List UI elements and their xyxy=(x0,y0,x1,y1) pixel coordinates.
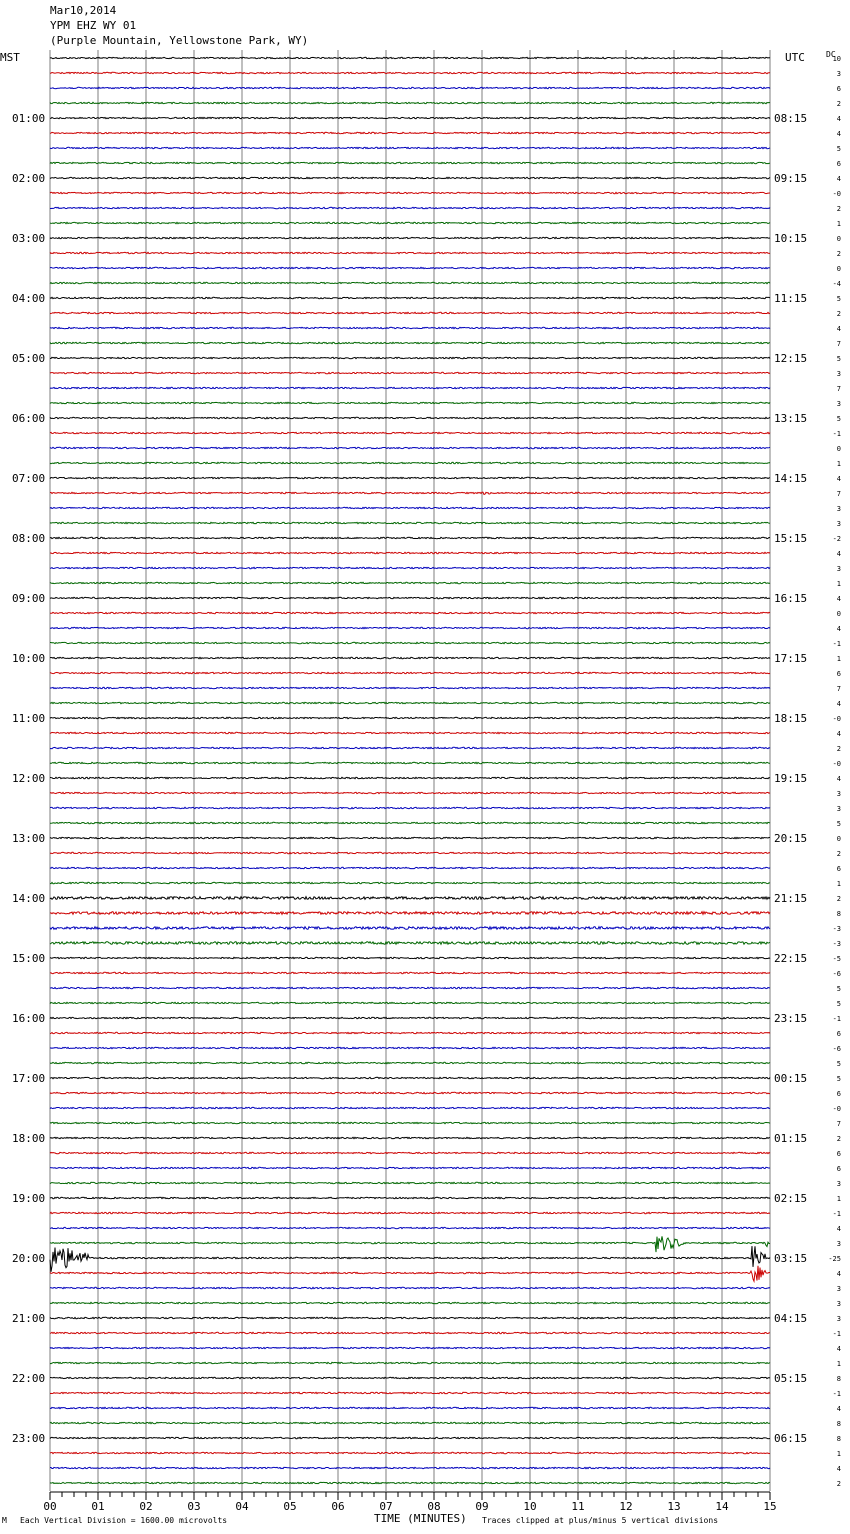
left-hour-label: 11:00 xyxy=(12,712,46,725)
left-hour-label: 22:00 xyxy=(12,1372,46,1385)
trace-row xyxy=(50,1347,770,1348)
x-tick-label: 08 xyxy=(427,1500,441,1513)
trace-row xyxy=(50,1212,770,1213)
dc-offset-label: 5 xyxy=(836,820,841,828)
dc-offset-label: 3 xyxy=(836,70,841,78)
trace-row xyxy=(50,462,770,463)
x-tick-label: 14 xyxy=(715,1500,729,1513)
x-tick-label: 02 xyxy=(139,1500,153,1513)
left-hour-label: 09:00 xyxy=(12,592,46,605)
dc-offset-label: 4 xyxy=(836,1345,841,1353)
dc-offset-label: 3 xyxy=(836,400,841,408)
trace-row xyxy=(50,702,770,703)
dc-offset-label: -0 xyxy=(832,190,841,198)
grid-layer xyxy=(50,50,770,1491)
dc-offset-label: 3 xyxy=(836,565,841,573)
left-hour-label: 15:00 xyxy=(12,952,46,965)
trace-row xyxy=(50,1236,770,1252)
trace-row xyxy=(50,267,770,268)
trace-row xyxy=(50,627,770,628)
trace-row xyxy=(50,162,770,163)
dc-offset-label: 6 xyxy=(836,1150,841,1158)
trace-row xyxy=(50,297,770,298)
dc-offset-label: 6 xyxy=(836,865,841,873)
trace-row xyxy=(50,492,770,494)
dc-offset-label: 7 xyxy=(836,1120,841,1128)
left-hour-label: 01:00 xyxy=(12,112,46,125)
right-hour-label: 02:15 xyxy=(774,1192,808,1205)
x-tick-label: 10 xyxy=(523,1500,537,1513)
x-tick-label: 05 xyxy=(283,1500,297,1513)
right-hour-label: 12:15 xyxy=(774,352,808,365)
trace-row xyxy=(50,1482,770,1483)
dc-offset-label: 1 xyxy=(836,1195,841,1203)
dc-offset-label: -4 xyxy=(832,280,841,288)
dc-offset-label: 1 xyxy=(836,460,841,468)
right-hour-label: 18:15 xyxy=(774,712,808,725)
trace-row xyxy=(50,957,770,958)
trace-row xyxy=(50,207,770,208)
scale-note: Each Vertical Division = 1600.00 microvolts xyxy=(20,1516,228,1525)
trace-row xyxy=(50,87,770,88)
trace-row xyxy=(50,477,770,478)
dc-offset-label: -25 xyxy=(828,1255,841,1263)
clip-note: Traces clipped at plus/minus 5 vertical divisions xyxy=(482,1516,719,1525)
dc-offset-label: 4 xyxy=(836,730,841,738)
right-hour-label: 09:15 xyxy=(774,172,808,185)
dc-offset-label: -1 xyxy=(832,640,841,648)
trace-row xyxy=(50,1467,770,1468)
trace-row xyxy=(50,1452,770,1453)
dc-offset-label: 10 xyxy=(832,55,841,63)
dc-offset-label: 5 xyxy=(836,415,841,423)
trace-row xyxy=(50,132,770,133)
dc-offset-label: 4 xyxy=(836,1405,841,1413)
right-hour-label: 10:15 xyxy=(774,232,808,245)
location-label: (Purple Mountain, Yellowstone Park, WY) xyxy=(50,34,309,47)
dc-offset-label: 3 xyxy=(836,1180,841,1188)
trace-row xyxy=(50,177,770,178)
dc-offset-label: 4 xyxy=(836,175,841,183)
right-hour-label: 13:15 xyxy=(774,412,808,425)
left-hour-label: 06:00 xyxy=(12,412,46,425)
dc-offset-label: 5 xyxy=(836,985,841,993)
right-hour-label: 05:15 xyxy=(774,1372,808,1385)
dc-offset-label: 7 xyxy=(836,490,841,498)
left-hour-label: 13:00 xyxy=(12,832,46,845)
dc-offset-label: 3 xyxy=(836,520,841,528)
dc-offset-label: 6 xyxy=(836,85,841,93)
dc-offset-label: 2 xyxy=(836,895,841,903)
dc-offset-label: 2 xyxy=(836,1480,841,1488)
trace-row xyxy=(50,1362,770,1363)
trace-row xyxy=(50,657,770,658)
left-hour-label: 23:00 xyxy=(12,1432,46,1445)
left-hour-label: 10:00 xyxy=(12,652,46,665)
dc-offset-label: 6 xyxy=(836,1090,841,1098)
trace-row xyxy=(50,1392,770,1393)
dc-offset-label: 2 xyxy=(836,205,841,213)
dc-offset-label: 1 xyxy=(836,880,841,888)
dc-offset-label: 5 xyxy=(836,355,841,363)
dc-offset-label: 4 xyxy=(836,325,841,333)
dc-offset-label: 4 xyxy=(836,115,841,123)
x-tick-label: 11 xyxy=(571,1500,585,1513)
right-hour-label: 23:15 xyxy=(774,1012,808,1025)
trace-row xyxy=(50,1437,770,1438)
dc-offset-label: 4 xyxy=(836,1270,841,1278)
left-hour-label: 19:00 xyxy=(12,1192,46,1205)
trace-row xyxy=(50,822,770,823)
dc-offset-label: 1 xyxy=(836,655,841,663)
dc-offset-label: 7 xyxy=(836,685,841,693)
trace-row xyxy=(50,942,770,945)
dc-offset-label: 0 xyxy=(836,610,841,618)
right-hour-label: 04:15 xyxy=(774,1312,808,1325)
trace-row xyxy=(50,747,770,748)
trace-row xyxy=(50,567,770,568)
trace-row xyxy=(50,687,770,688)
dc-offset-label: -1 xyxy=(832,1015,841,1023)
trace-row xyxy=(50,237,770,238)
trace-row xyxy=(50,342,770,343)
x-axis-layer xyxy=(43,1492,776,1513)
left-hour-label: 17:00 xyxy=(12,1072,46,1085)
trace-row xyxy=(50,1182,770,1183)
dc-offset-label: -1 xyxy=(832,1390,841,1398)
right-hour-label: 19:15 xyxy=(774,772,808,785)
trace-row xyxy=(50,672,770,673)
dc-offset-label: 1 xyxy=(836,1450,841,1458)
dc-offset-label: 0 xyxy=(836,835,841,843)
dc-offset-label: 1 xyxy=(836,220,841,228)
dc-offset-label: 8 xyxy=(836,1420,841,1428)
dc-offset-label: 4 xyxy=(836,700,841,708)
dc-offset-label: 1 xyxy=(836,1360,841,1368)
trace-row xyxy=(50,72,770,73)
trace-row xyxy=(50,57,770,58)
dc-offset-label: 5 xyxy=(836,1000,841,1008)
dc-offset-label: 7 xyxy=(836,340,841,348)
dc-offset-label: 0 xyxy=(836,265,841,273)
trace-row xyxy=(50,642,770,643)
left-hour-label: 08:00 xyxy=(12,532,46,545)
dc-offset-label: 6 xyxy=(836,1165,841,1173)
trace-row xyxy=(50,447,770,448)
trace-row xyxy=(50,1266,770,1281)
dc-offset-label: 8 xyxy=(836,1375,841,1383)
dc-offset-label: 4 xyxy=(836,550,841,558)
trace-row xyxy=(50,1167,770,1168)
x-tick-label: 15 xyxy=(763,1500,777,1513)
trace-row xyxy=(50,1152,770,1153)
trace-row xyxy=(50,987,770,988)
trace-row xyxy=(50,102,770,103)
x-tick-label: 01 xyxy=(91,1500,105,1513)
date-label: Mar10,2014 xyxy=(50,4,117,17)
left-hour-label: 12:00 xyxy=(12,772,46,785)
dc-offset-label: 2 xyxy=(836,1135,841,1143)
trace-row xyxy=(50,1422,770,1423)
dc-offset-label: 2 xyxy=(836,310,841,318)
trace-row xyxy=(50,432,770,433)
trace-row xyxy=(50,147,770,148)
right-hour-label: 15:15 xyxy=(774,532,808,545)
left-hour-label: 02:00 xyxy=(12,172,46,185)
left-hour-label: 18:00 xyxy=(12,1132,46,1145)
dc-offset-label: 4 xyxy=(836,1465,841,1473)
trace-row xyxy=(50,1317,770,1318)
trace-row xyxy=(50,1077,770,1078)
dc-offset-label: -0 xyxy=(832,715,841,723)
trace-row xyxy=(50,1332,770,1333)
dc-offset-label: 3 xyxy=(836,805,841,813)
trace-row xyxy=(50,507,770,508)
trace-row xyxy=(50,912,770,915)
dc-offset-label: 5 xyxy=(836,145,841,153)
trace-row xyxy=(50,882,770,883)
trace-row xyxy=(50,1227,770,1228)
x-tick-label: 07 xyxy=(379,1500,393,1513)
trace-row xyxy=(50,402,770,403)
right-hour-label: 17:15 xyxy=(774,652,808,665)
trace-row xyxy=(50,387,770,388)
dc-offset-label: -1 xyxy=(832,430,841,438)
dc-offset-label: 3 xyxy=(836,1285,841,1293)
left-timezone-label: MST xyxy=(0,51,20,64)
dc-offset-label: 8 xyxy=(836,1435,841,1443)
x-axis-title: TIME (MINUTES) xyxy=(374,1512,467,1525)
x-tick-label: 12 xyxy=(619,1500,633,1513)
dc-offset-label: 0 xyxy=(836,445,841,453)
right-timezone-label: UTC xyxy=(785,51,805,64)
right-hour-label: 11:15 xyxy=(774,292,808,305)
trace-row xyxy=(50,552,770,553)
traces-layer xyxy=(50,57,770,1483)
trace-row xyxy=(50,537,770,538)
right-hour-label: 06:15 xyxy=(774,1432,808,1445)
x-tick-label: 13 xyxy=(667,1500,681,1513)
dc-offset-label: 2 xyxy=(836,745,841,753)
dc-offset-label: -2 xyxy=(832,535,841,543)
dc-offset-label: 7 xyxy=(836,385,841,393)
trace-row xyxy=(50,732,770,733)
left-hour-label: 03:00 xyxy=(12,232,46,245)
trace-row xyxy=(50,1017,770,1018)
trace-row xyxy=(50,522,770,523)
right-hour-label: 16:15 xyxy=(774,592,808,605)
trace-row xyxy=(50,1197,770,1198)
trace-row xyxy=(50,852,770,853)
dc-offset-label: 5 xyxy=(836,1060,841,1068)
dc-offset-label: -6 xyxy=(832,970,841,978)
trace-row xyxy=(50,222,770,223)
trace-row xyxy=(50,1407,770,1408)
trace-row xyxy=(50,807,770,808)
dc-label: DC xyxy=(826,50,836,59)
left-hour-label: 20:00 xyxy=(12,1252,46,1265)
trace-row xyxy=(50,1377,770,1378)
left-hour-label: 05:00 xyxy=(12,352,46,365)
dc-offset-label: 6 xyxy=(836,160,841,168)
trace-row xyxy=(50,717,770,718)
trace-row xyxy=(50,597,770,598)
dc-offset-label: -0 xyxy=(832,1105,841,1113)
trace-row xyxy=(50,1002,770,1003)
dc-offset-label: -1 xyxy=(832,1330,841,1338)
trace-row xyxy=(50,1122,770,1123)
right-hour-label: 01:15 xyxy=(774,1132,808,1145)
x-tick-label: 00 xyxy=(43,1500,57,1513)
trace-row xyxy=(50,972,770,973)
trace-row xyxy=(50,327,770,328)
dc-offset-label: 2 xyxy=(836,250,841,258)
trace-row xyxy=(50,1107,770,1108)
trace-row xyxy=(50,1062,770,1063)
trace-row xyxy=(50,252,770,253)
dc-offset-label: 4 xyxy=(836,1225,841,1233)
trace-row xyxy=(50,792,770,793)
right-hour-label: 22:15 xyxy=(774,952,808,965)
trace-row xyxy=(50,582,770,583)
dc-offset-label: 3 xyxy=(836,505,841,513)
dc-offset-label: 3 xyxy=(836,1300,841,1308)
right-hour-label: 03:15 xyxy=(774,1252,808,1265)
trace-row xyxy=(50,312,770,313)
right-hour-label: 20:15 xyxy=(774,832,808,845)
dc-offset-label: 6 xyxy=(836,1030,841,1038)
trace-row xyxy=(50,1246,770,1272)
trace-row xyxy=(50,1302,770,1303)
dc-offset-label: 3 xyxy=(836,370,841,378)
trace-row xyxy=(50,927,770,930)
dc-offset-label: 4 xyxy=(836,595,841,603)
trace-row xyxy=(50,1047,770,1048)
dc-offset-label: 4 xyxy=(836,130,841,138)
right-hour-label: 21:15 xyxy=(774,892,808,905)
x-tick-label: 09 xyxy=(475,1500,489,1513)
station-label: YPM EHZ WY 01 xyxy=(50,19,137,32)
trace-row xyxy=(50,867,770,868)
right-hour-label: 14:15 xyxy=(774,472,808,485)
dc-offset-label: 4 xyxy=(836,475,841,483)
left-hour-label: 14:00 xyxy=(12,892,46,905)
dc-offset-label: -3 xyxy=(832,940,841,948)
dc-offset-label: -6 xyxy=(832,1045,841,1053)
trace-row xyxy=(50,837,770,838)
dc-offset-label: 2 xyxy=(836,100,841,108)
dc-offset-label: 4 xyxy=(836,775,841,783)
dc-offset-label: 6 xyxy=(836,670,841,678)
dc-offset-label: -5 xyxy=(832,955,841,963)
trace-row xyxy=(50,897,770,900)
dc-offset-label: 0 xyxy=(836,235,841,243)
trace-row xyxy=(50,357,770,358)
dc-offset-label: -3 xyxy=(832,925,841,933)
dc-offset-label: -0 xyxy=(832,760,841,768)
dc-offset-label: 4 xyxy=(836,625,841,633)
dc-offset-label: 3 xyxy=(836,790,841,798)
x-tick-label: 06 xyxy=(331,1500,345,1513)
left-hour-label: 21:00 xyxy=(12,1312,46,1325)
trace-row xyxy=(50,612,770,613)
dc-offset-label: 1 xyxy=(836,580,841,588)
trace-row xyxy=(50,1032,770,1033)
dc-offset-label: 8 xyxy=(836,910,841,918)
dc-offset-label: 3 xyxy=(836,1240,841,1248)
corner-mark: M xyxy=(2,1516,7,1525)
trace-row xyxy=(50,117,770,118)
trace-row xyxy=(50,282,770,283)
dc-offset-label: 5 xyxy=(836,1075,841,1083)
right-hour-label: 08:15 xyxy=(774,112,808,125)
left-hour-label: 16:00 xyxy=(12,1012,46,1025)
left-hour-label: 04:00 xyxy=(12,292,46,305)
x-tick-label: 03 xyxy=(187,1500,201,1513)
trace-row xyxy=(50,372,770,373)
trace-row xyxy=(50,1092,770,1093)
trace-row xyxy=(50,192,770,193)
left-hour-label: 07:00 xyxy=(12,472,46,485)
dc-offset-label: 3 xyxy=(836,1315,841,1323)
trace-row xyxy=(50,1137,770,1138)
dc-offset-label: 5 xyxy=(836,295,841,303)
trace-row xyxy=(50,777,770,778)
trace-row xyxy=(50,762,770,763)
dc-offset-label: 2 xyxy=(836,850,841,858)
dc-offset-label: -1 xyxy=(832,1210,841,1218)
trace-row xyxy=(50,417,770,418)
x-tick-label: 04 xyxy=(235,1500,249,1513)
trace-row xyxy=(50,1287,770,1288)
right-hour-label: 00:15 xyxy=(774,1072,808,1085)
